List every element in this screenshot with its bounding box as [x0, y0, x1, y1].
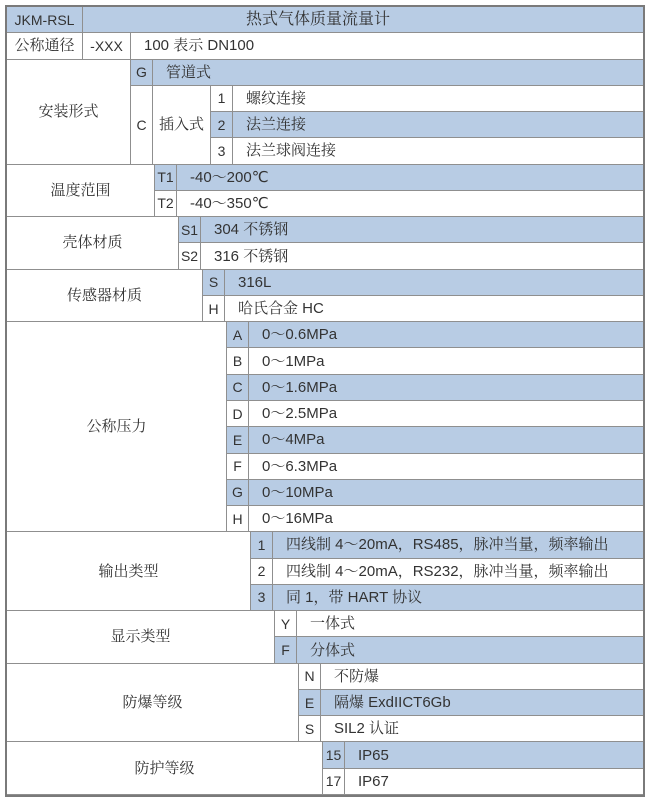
option-code: T2 — [155, 191, 177, 217]
section-output-type — [7, 532, 643, 611]
section-label: 壳体材质 — [7, 217, 179, 270]
option-desc: 0～10MPa — [249, 480, 643, 506]
option-desc: 0～16MPa — [249, 506, 643, 532]
section-label: 防护等级 — [7, 742, 323, 795]
option-desc: 316L — [225, 270, 643, 296]
section-nominal-pressure — [7, 322, 643, 532]
section-label: 公称通径 — [7, 33, 83, 59]
section-temperature-range — [7, 165, 643, 218]
option-code: E — [299, 690, 321, 716]
option-desc: 法兰球阀连接 — [233, 138, 643, 164]
option-desc: 316 不锈钢 — [201, 243, 643, 269]
option-code: F — [275, 637, 297, 663]
option-desc: 304 不锈钢 — [201, 217, 643, 243]
option-desc: 一体式 — [297, 611, 643, 637]
option-code: 2 — [211, 112, 233, 138]
section-display-type — [7, 611, 643, 664]
option-code: F — [227, 454, 249, 480]
section-explosion-proof-grade — [7, 664, 643, 743]
option-desc: 0～1.6MPa — [249, 375, 643, 401]
option-desc: 100 表示 DN100 — [131, 33, 643, 59]
product-title: 热式气体质量流量计 — [83, 7, 643, 33]
section-label: 输出类型 — [7, 532, 251, 611]
option-code: 3 — [251, 585, 273, 611]
option-code: 1 — [211, 86, 233, 112]
option-code: S1 — [179, 217, 201, 243]
section-label: 公称压力 — [7, 322, 227, 532]
section-nominal-diameter — [7, 33, 643, 59]
option-desc: 螺纹连接 — [233, 86, 643, 112]
option-desc: SIL2 认证 — [321, 716, 643, 742]
option-desc: 四线制 4～20mA，RS232，脉冲当量，频率输出 — [273, 559, 643, 585]
option-code: H — [227, 506, 249, 532]
section-sensor-material — [7, 270, 643, 323]
section-shell-material — [7, 217, 643, 270]
section-label: 温度范围 — [7, 165, 155, 218]
section-install-type — [7, 60, 643, 165]
option-desc: 0～2.5MPa — [249, 401, 643, 427]
option-code: G — [131, 60, 153, 86]
option-desc: IP67 — [345, 769, 643, 795]
section-label: 防爆等级 — [7, 664, 299, 743]
option-code: 3 — [211, 138, 233, 164]
option-code: S — [203, 270, 225, 296]
section-label: 安装形式 — [7, 60, 131, 165]
option-code: Y — [275, 611, 297, 637]
option-code: D — [227, 401, 249, 427]
option-code: C — [227, 375, 249, 401]
option-code: 1 — [251, 532, 273, 558]
option-code: N — [299, 664, 321, 690]
option-desc: IP65 — [345, 742, 643, 768]
option-desc: -40～200℃ — [177, 165, 643, 191]
option-desc: 法兰连接 — [233, 112, 643, 138]
option-code: C — [131, 86, 153, 165]
option-code: H — [203, 296, 225, 322]
sub-label: 插入式 — [153, 86, 211, 165]
option-code: E — [227, 427, 249, 453]
option-desc: 同 1，带 HART 协议 — [273, 585, 643, 611]
option-desc: -40～350℃ — [177, 191, 643, 217]
option-desc: 隔爆 ExdIICT6Gb — [321, 690, 643, 716]
option-code: S — [299, 716, 321, 742]
section-protection-grade — [7, 742, 643, 795]
section-label: 显示类型 — [7, 611, 275, 664]
option-desc: 0～4MPa — [249, 427, 643, 453]
option-desc: 0～0.6MPa — [249, 322, 643, 348]
option-desc: 四线制 4～20mA，RS485，脉冲当量，频率输出 — [273, 532, 643, 558]
option-code: A — [227, 322, 249, 348]
option-code: B — [227, 348, 249, 374]
option-code: 15 — [323, 742, 345, 768]
option-code: 2 — [251, 559, 273, 585]
option-desc: 分体式 — [297, 637, 643, 663]
option-desc: 管道式 — [153, 60, 643, 86]
section-label: 传感器材质 — [7, 270, 203, 323]
option-code: 17 — [323, 769, 345, 795]
option-desc: 0～6.3MPa — [249, 454, 643, 480]
option-desc: 不防爆 — [321, 664, 643, 690]
option-code: T1 — [155, 165, 177, 191]
section-header — [7, 7, 643, 33]
option-desc: 哈氏合金 HC — [225, 296, 643, 322]
model-code: JKM-RSL — [7, 7, 83, 33]
spec-table — [5, 5, 645, 797]
option-desc: 0～1MPa — [249, 348, 643, 374]
option-code: -XXX — [83, 33, 131, 59]
option-code: S2 — [179, 243, 201, 269]
option-code: G — [227, 480, 249, 506]
